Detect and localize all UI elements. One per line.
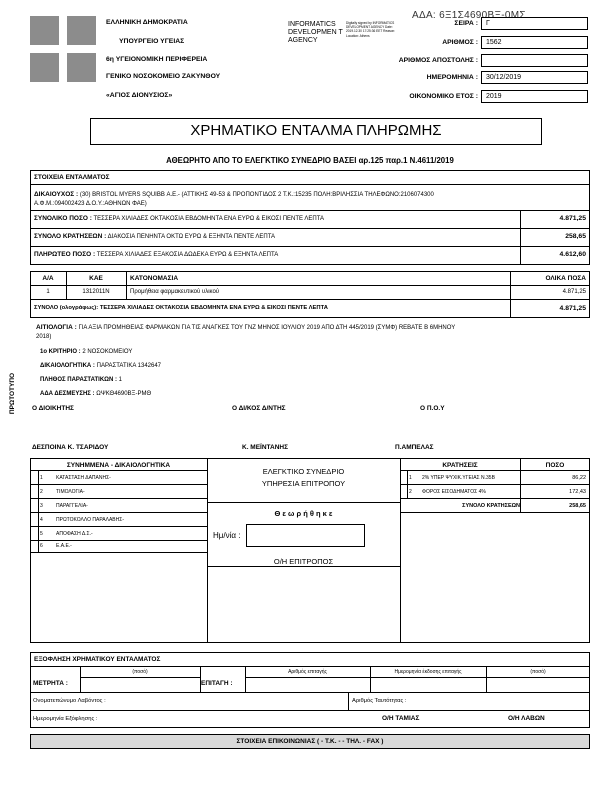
cash-amount-header: (ποσό) (132, 669, 148, 675)
header-left-line-2: ΥΠΟΥΡΓΕΙΟ ΥΓΕΙΑΣ (119, 38, 185, 45)
documents-label: ΔΙΚΑΙΟΛΟΓΗΤΙΚΑ : (40, 363, 95, 369)
check-amount-header: (ποσό) (530, 669, 546, 675)
attachment-num-3: 3 (40, 503, 43, 509)
deduction-num-2: 2 (409, 489, 412, 495)
dispatch-number-label: ΑΡΙΘΜΟΣ ΑΠΟΣΤΟΛΗΣ : (398, 57, 478, 64)
total-amount-row (34, 215, 324, 222)
recipient-label: Ονοματεπώνυμο Λαβόντος : (33, 698, 106, 704)
total-amount-value: 4.871,25 (559, 215, 586, 222)
deductions-words: ΔΙΑΚΟΣΙΑ ΠΕΝΗΝΤΑ ΟΚΤΩ ΕΥΡΩ & ΕΞΗΝΤΑ ΠΕΝΤΕ ΛΕΠΤΑ (107, 234, 275, 240)
items-total-row (34, 305, 328, 311)
attachment-num-5: 5 (40, 531, 43, 537)
attachment-num-4: 4 (40, 517, 43, 523)
digital-signature-note: Digitally signed by INFORMATICS DEVELOPMENT AGENCY Date: 2019.12.30 17:25:36 EET Reason: Location: Athens (346, 21, 396, 38)
fiscal-year-field (481, 90, 588, 103)
col-name-header: ΚΑΤΟΝΟΜΑΣΙΑ (130, 275, 179, 282)
documents-count (40, 377, 122, 383)
header-left-line-4: ΓΕΝΙΚΟ ΝΟΣΟΚΟΜΕΙΟ ΖΑΚΥΝΘΟΥ (106, 73, 221, 80)
original-side-label: ΠΡΩΤΟΤΥΠΟ (9, 372, 17, 415)
deductions-label: ΣΥΝΟΛΟ ΚΡΑΤΗΣΕΩΝ : (34, 233, 107, 240)
attachment-label-6: Ε.Α.Ε.- (56, 543, 72, 549)
deduction-label-2: ΦΟΡΟΣ ΕΙΣΟΔΗΜΑΤΟΣ 4% (422, 489, 486, 495)
contact-info: ΣΤΟΙΧΕΙΑ ΕΠΙΚΟΙΝΩΝΙΑΣ ( - Τ.Κ. - - ΤΗΛ. - FAX ) (236, 738, 384, 745)
item-name: Προμήθεια φαρμακευτικού υλικού (130, 289, 220, 295)
deductions-header: ΚΡΑΤΗΣΕΙΣ (442, 462, 478, 469)
attachment-num-6: 6 (40, 543, 43, 549)
page-title: ΧΡΗΜΑΤΙΚΟ ΕΝΤΑΛΜΑ ΠΛΗΡΩΜΗΣ (190, 122, 442, 139)
col-amount-header: ΟΛΙΚΑ ΠΟΣΑ (545, 275, 586, 282)
justification-text-2: 2018) (36, 334, 52, 340)
number-label: ΑΡΙΘΜΟΣ : (442, 39, 478, 46)
series-label: ΣΕΙΡΑ : (454, 20, 478, 27)
col-aa-header: Α/Α (42, 275, 54, 282)
criterion (40, 349, 132, 355)
payment-date-label: Ημερομηνία Εξόφλησης : (33, 716, 98, 722)
commitment-ada (40, 391, 151, 397)
documents-value: ΠΑΡΑΣΤΑΤΙΚΑ 1342647 (96, 363, 162, 369)
deductions-total-label: ΣΥΝΟΛΟ ΚΡΑΤΗΣΕΩΝ (462, 503, 520, 509)
audit-commissioner: Ο/Η ΕΠΙΤΡΟΠΟΣ (273, 557, 334, 566)
number-field (481, 36, 588, 49)
justification (36, 323, 586, 342)
admin-director-title: Ο ΔΙ/ΚΟΣ Δ/ΝΤΗΣ (232, 405, 286, 412)
criterion-value: 2 ΝΟΣΟΚΟΜΕΙΟΥ (82, 349, 133, 355)
deductions-value: 258,65 (565, 233, 586, 240)
greek-cross-logo (30, 16, 96, 82)
series-field (481, 17, 588, 30)
attachment-label-2: ΤΙΜΟΛΟΓΙΑ- (56, 489, 85, 495)
items-total-amount: 4.871,25 (559, 305, 586, 312)
director-name: ΔΕΣΠΟΙΝΑ Κ. ΤΣΑΡΙΔΟΥ (32, 444, 109, 451)
director-title: Ο ΔΙΟΙΚΗΤΗΣ (32, 405, 74, 412)
commitment-ada-value: ΩΨΚΘ4690ΒΞ-ΡΜΘ (96, 391, 152, 397)
header-left-line-1: ΕΛΛΗΝΙΚΗ ΔΗΜΟΚΡΑΤΙΑ (106, 19, 188, 26)
deduction-amount-1: 86,22 (572, 475, 586, 481)
header-left-line-3: 6η ΥΓΕΙΟΝΟΜΙΚΗ ΠΕΡΙΦΕΡΕΙΑ (106, 56, 208, 63)
deductions-total-amount: 258,65 (569, 503, 586, 509)
item-aa: 1 (46, 289, 50, 295)
check-label: ΕΠΙΤΑΓΗ : (201, 680, 233, 687)
commitment-ada-label: ΑΔΑ ΔΕΣΜΕΥΣΗΣ : (40, 391, 95, 397)
settlement-title: ΕΞΟΦΛΗΣΗ ΧΡΗΜΑΤΙΚΟΥ ΕΝΤΑΛΜΑΤΟΣ (34, 656, 161, 663)
audit-line-1: ΕΛΕΓΚΤΙΚΟ ΣΥΝΕΔΡΙΟ (262, 467, 345, 476)
date-label: ΗΜΕΡΟΜΗΝΙΑ : (426, 74, 478, 81)
settlement-section (30, 652, 590, 728)
fiscal-year-value: 2019 (486, 93, 502, 100)
deductions-row (34, 233, 275, 240)
payable-words: ΤΕΣΣΕΡΑ ΧΙΛΙΑΔΕΣ ΕΞΑΚΟΣΙΑ ΔΩΔΕΚΑ ΕΥΡΩ & ΕΞΗΝΤΑ ΛΕΠΤΑ (96, 252, 279, 258)
criterion-label: 1ο ΚΡΙΤΗΡΙΟ : (40, 349, 81, 355)
audit-date-field[interactable] (246, 524, 365, 547)
warrant-section-title: ΣΤΟΙΧΕΙΑ ΕΝΤΑΛΜΑΤΟΣ (34, 174, 110, 181)
item-amount: 4.871,25 (562, 289, 586, 295)
admin-director-name: Κ. ΜΕΪΝΤΑΝΗΣ (242, 444, 289, 451)
attachment-label-5: ΑΠΟΦΑΣΗ Δ.Σ.- (56, 531, 93, 537)
beneficiary-line-2: Α.Φ.Μ.:094002423 Δ.Ο.Υ.:ΑΘΗΝΩΝ ΦΑΕ) (34, 201, 147, 207)
deduction-label-1: 2% ΥΠΕΡ ΨΥΧΙΚ.ΥΓΕΙΑΣ Ν.35Β (422, 475, 495, 481)
beneficiary (34, 190, 584, 209)
payable-row (34, 251, 278, 258)
payable-value: 4.612,60 (559, 251, 586, 258)
number-value: 1562 (486, 39, 502, 46)
documents-count-label: ΠΛΗΘΟΣ ΠΑΡΑΣΤΑΤΙΚΩΝ : (40, 377, 117, 383)
attachment-label-4: ΠΡΩΤΟΚΟΛΛΟ ΠΑΡΑΛΑΒΗΣ- (56, 517, 124, 523)
header-left-line-5: «ΑΓΙΟΣ ΔΙΟΝΥΣΙΟΣ» (106, 92, 173, 99)
series-value: Γ (486, 20, 490, 27)
beneficiary-line-1: (30) BRISTOL MYERS SQUIBB Α.Ε.- (ΑΤΤΙΚΗΣ 49-53 & ΠΡΟΠΟΝΤΙΔΟΣ 2 Τ.Κ.:15235 ΠΟΛΗ:ΒΡΙΛΗΣΣΙΑ ΤΗΛΕΦΩΝΟ:2106074300 (79, 192, 434, 198)
date-value: 30/12/2019 (486, 74, 522, 81)
id-number-label: Αριθμός Ταυτότητας : (352, 698, 407, 704)
audit-line-2: ΥΠΗΡΕΣΙΑ ΕΠΙΤΡΟΠΟΥ (261, 479, 346, 488)
pou-name: Π.ΑΜΠΕΛΑΣ (395, 444, 434, 451)
item-kae: 1312011Ν (82, 289, 110, 295)
pou-title: Ο Π.Ο.Υ (420, 405, 445, 412)
deductions-amount-header: ΠΟΣΟ (545, 462, 565, 469)
agency-name: INFORMATICS DEVELOPMEN T AGENCY (288, 21, 343, 44)
dispatch-number-field (481, 54, 588, 67)
receiver-title: Ο/Η ΛΑΒΩΝ (508, 715, 545, 722)
attachment-label-1: ΚΑΤΑΣΤΑΣΗ ΔΑΠΑΝΗΣ- (56, 475, 111, 481)
total-amount-label: ΣΥΝΟΛΙΚΟ ΠΟΣΟ : (34, 215, 92, 222)
beneficiary-label: ΔΙΚΑΙΟΥΧΟΣ : (34, 191, 79, 198)
total-amount-words: ΤΕΣΣΕΡΑ ΧΙΛΙΑΔΕΣ ΟΚΤΑΚΟΣΙΑ ΕΒΔΟΜΗΝΤΑ ΕΝΑ ΕΥΡΩ & ΕΙΚΟΣΙ ΠΕΝΤΕ ΛΕΠΤΑ (93, 216, 324, 222)
items-total-words: ΤΕΣΣΕΡΑ ΧΙΛΙΑΔΕΣ ΟΚΤΑΚΟΣΙΑ ΕΒΔΟΜΗΝΤΑ ΕΝΑ ΕΥΡΩ & ΕΙΚΟΣΙ ΠΕΝΤΕ ΛΕΠΤΑ (99, 305, 328, 311)
attachment-label-3: ΠΑΡΑΓΓΕΛΙΑ- (56, 503, 88, 509)
ada-stamp: ΑΔΑ: 6Ξ1Σ4690ΒΞ-0ΜΣ (412, 10, 526, 21)
fiscal-year-label: ΟΙΚΟΝΟΜΙΚΟ ΕΤΟΣ : (409, 93, 478, 100)
col-kae-header: ΚΑΕ (89, 275, 103, 282)
deduction-amount-2: 172,43 (569, 489, 586, 495)
audit-approved: Θ ε ω ρ ή θ η κ ε (274, 509, 333, 518)
audit-date-label: Ημ/νία : (213, 531, 241, 540)
payable-label: ΠΛΗΡΩΤΕΟ ΠΟΣΟ : (34, 251, 96, 258)
cash-label: ΜΕΤΡΗΤΑ : (33, 680, 68, 687)
documents-count-value: 1 (118, 377, 122, 383)
attachment-num-1: 1 (40, 475, 43, 481)
cashier-title: Ο/Η ΤΑΜΙΑΣ (382, 715, 420, 722)
date-field (481, 71, 588, 84)
items-total-label: ΣΥΝΟΛΟ (ολογράφως): (34, 305, 99, 311)
documents (40, 363, 161, 369)
check-number-header: Αριθμός επιταγής (288, 669, 327, 675)
check-date-header: Ημερομηνία έκδοσης επιταγής (394, 669, 462, 675)
deduction-num-1: 1 (409, 475, 412, 481)
justification-label: ΑΙΤΙΟΛΟΓΙΑ : (36, 324, 77, 331)
attachments-title: ΣΥΝΗΜΜΕΝΑ - ΔΙΚΑΙΟΛΟΓΗΤΙΚΑ (66, 462, 171, 469)
attachment-num-2: 2 (40, 489, 43, 495)
justification-text-1: ΓΙΑ ΑΞΙΑ ΠΡΟΜΗΘΕΙΑΣ ΦΑΡΜΑΚΩΝ ΓΙΑ ΤΙΣ ΑΝΑΓΚΕΣ ΤΟΥ ΓΝΖ ΜΗΝΟΣ ΙΟΥΛΙΟΥ 2019 ΑΠΟ ΔΤΗ 445/2019 (ΣΥΜΦ) REBATE Β 6ΜΗΝΟΥ (78, 325, 456, 331)
subtitle: ΑΘΕΩΡΗΤΟ ΑΠΟ ΤΟ ΕΛΕΓΚΤΙΚΟ ΣΥΝΕΔΡΙΟ ΒΑΣΕΙ αρ.125 παρ.1 Ν.4611/2019 (166, 156, 454, 165)
